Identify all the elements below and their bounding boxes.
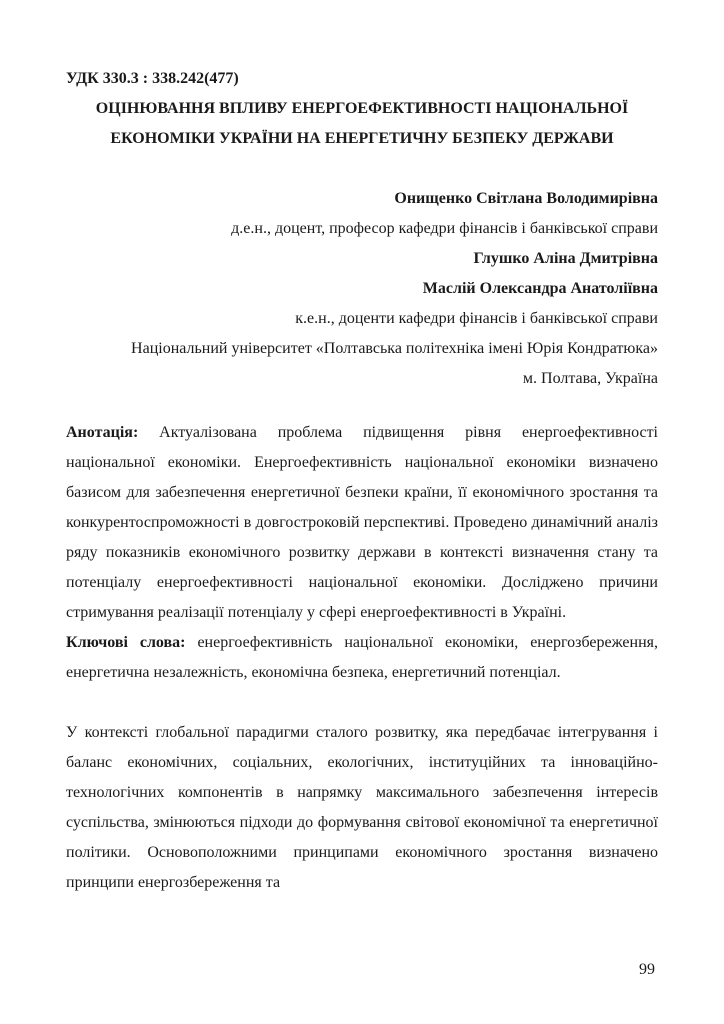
author-location: м. Полтава, Україна bbox=[522, 370, 658, 387]
page-number: 99 bbox=[639, 961, 655, 978]
keywords-text: енергоефективність національної економіки, енергозбереження, енергетична незалежність, економічна безпека, енергетичний потенціал. bbox=[66, 634, 659, 681]
author-name: Маслій Олександра Анатоліївна bbox=[422, 280, 658, 297]
udc-code: УДК 330.3 : 338.242(477) bbox=[66, 70, 239, 87]
abstract-label: Анотація: bbox=[66, 424, 139, 441]
paper-title: ОЦІНЮВАННЯ ВПЛИВУ ЕНЕРГОЕФЕКТИВНОСТІ НАЦІОНАЛЬНОЇ ЕКОНОМІКИ УКРАЇНИ НА ЕНЕРГЕТИЧНУ БЕЗПЕКУ ДЕРЖАВИ bbox=[95, 100, 629, 147]
author-name: Глушко Аліна Дмитрівна bbox=[473, 250, 658, 267]
author-affiliation: д.е.н., доцент, професор кафедри фінансів і банківської справи bbox=[231, 220, 658, 237]
abstract-paragraph bbox=[66, 418, 658, 628]
author-name: Онищенко Світлана Володимирівна bbox=[394, 190, 658, 207]
abstract-text: Актуалізована проблема підвищення рівня енергоефективності національної економіки. Енергоефективність національної економіки визначено базисом для забезпечення енергетичної безпеки країни, її економічного зростання та конкурентоспроможності в довгостроковій перспективі. Проведено динамічний аналіз ряду показників економічного розвитку держави в контексті визначення стану та потенціалу енергоефективності національної економіки. Досліджено причини стримування реалізації потенціалу у сфері енергоефективності в Україні. bbox=[66, 424, 658, 621]
author-university: Національний університет «Полтавська політехніка імені Юрія Кондратюка» bbox=[131, 340, 658, 357]
body-paragraph: У контексті глобальної парадигми сталого розвитку, яка передбачає інтегрування і баланс економічних, соціальних, екологічних, інституційних та інноваційно-технологічних компонентів в напрямку максимального забезпечення інтересів суспільства, змінюються підходи до формування світової економічної та енергетичної політики. Основоположними принципами економічного зростання визначено принципи енергозбереження та bbox=[66, 724, 658, 891]
author-affiliation: к.е.н., доценти кафедри фінансів і банківської справи bbox=[295, 310, 658, 327]
authors-block bbox=[66, 184, 658, 394]
keywords-label: Ключові слова: bbox=[66, 634, 186, 651]
keywords-paragraph bbox=[66, 628, 658, 688]
